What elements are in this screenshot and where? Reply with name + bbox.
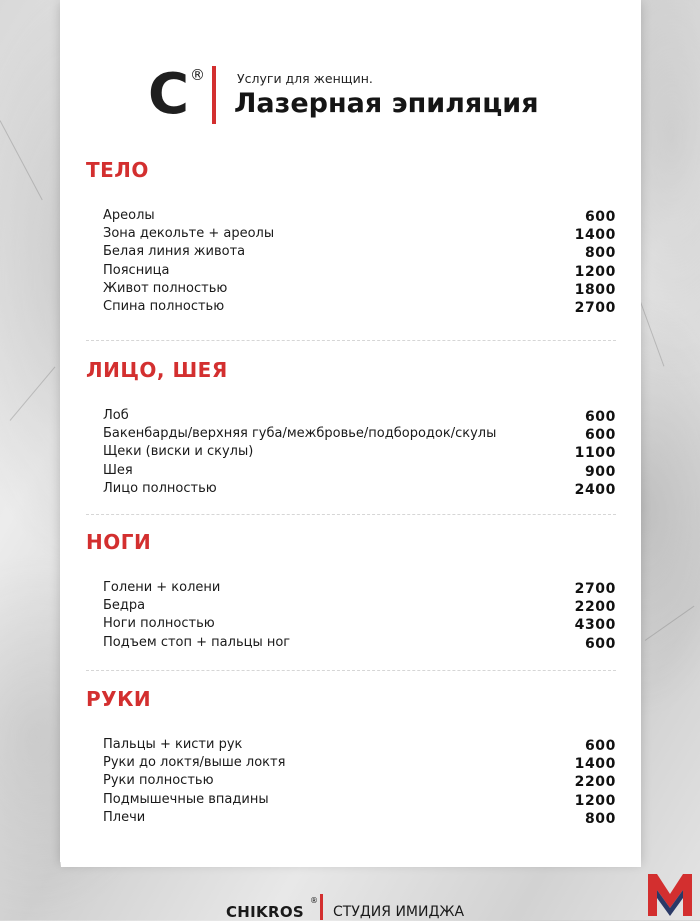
list-item — [103, 281, 616, 299]
service-price: 1800 — [574, 281, 616, 298]
list-item — [103, 773, 616, 791]
service-name: Ареолы — [103, 208, 155, 223]
service-price: 600 — [584, 738, 616, 754]
page-title: Лазерная эпиляция — [234, 88, 539, 119]
service-price: 2200 — [574, 599, 616, 616]
section-divider — [86, 514, 616, 515]
service-price: 1100 — [574, 445, 616, 462]
page-subtitle: Услуги для женщин. — [237, 71, 373, 86]
service-name: Пальцы + кисти рук — [103, 737, 243, 752]
service-name: Голени + колени — [103, 580, 221, 595]
section-title-legs: НОГИ — [86, 530, 152, 554]
service-name: Шея — [103, 462, 133, 478]
brand-logo: C — [148, 62, 188, 127]
service-name: Лоб — [103, 408, 129, 423]
list-item — [103, 263, 616, 281]
marble-vein — [640, 300, 665, 366]
service-name: Бедра — [103, 598, 146, 614]
list-item — [103, 635, 616, 653]
m-logo-icon — [646, 872, 694, 918]
registered-mark: ® — [310, 896, 318, 905]
service-name: Поясница — [103, 262, 170, 278]
list-item — [103, 408, 616, 426]
list-item — [103, 226, 616, 244]
service-price: 800 — [584, 810, 616, 827]
service-price: 2700 — [574, 581, 616, 597]
torn-paper-edge — [60, 858, 641, 870]
service-name: Лицо полностью — [103, 480, 217, 496]
service-price: 2400 — [574, 481, 616, 498]
service-price: 600 — [584, 409, 616, 425]
footer-studio-label: СТУДИЯ ИМИДЖА — [333, 904, 465, 920]
footer-divider — [320, 894, 323, 920]
marble-vein — [10, 367, 56, 421]
service-name: Ноги полностью — [103, 616, 215, 632]
service-name: Руки полностью — [103, 773, 214, 789]
service-name: Щеки (виски и скулы) — [103, 444, 254, 460]
section-legs-list — [103, 580, 616, 653]
service-price: 600 — [584, 427, 616, 444]
service-name: Плечи — [103, 809, 146, 825]
service-price: 800 — [584, 245, 616, 262]
service-name: Живот полностью — [103, 280, 228, 296]
service-price: 2200 — [574, 774, 616, 791]
section-body-list — [103, 208, 616, 317]
service-name: Бакенбарды/верхняя губа/межбровье/подбородок/скулы — [103, 426, 497, 442]
service-price: 1200 — [574, 792, 616, 809]
service-price: 1400 — [574, 756, 616, 773]
marble-vein — [645, 606, 695, 641]
list-item — [103, 598, 616, 616]
section-title-body: ТЕЛО — [86, 158, 149, 182]
list-item — [103, 481, 616, 499]
list-item — [103, 616, 616, 634]
service-price: 2700 — [574, 299, 616, 316]
service-price: 1200 — [574, 263, 616, 280]
list-item — [103, 755, 616, 773]
section-arms-list — [103, 737, 616, 828]
service-name: Белая линия живота — [103, 244, 246, 260]
service-name: Руки до локтя/выше локтя — [103, 755, 286, 771]
service-name: Подъем стоп + пальцы ног — [103, 634, 291, 650]
list-item — [103, 444, 616, 462]
service-name: Зона декольте + ареолы — [103, 226, 275, 242]
list-item — [103, 737, 616, 755]
marble-vein — [0, 120, 43, 200]
header — [148, 62, 568, 130]
section-title-face-neck: ЛИЦО, ШЕЯ — [86, 358, 228, 382]
footer — [226, 892, 486, 920]
service-price: 1400 — [574, 227, 616, 244]
list-item — [103, 244, 616, 262]
service-price: 600 — [584, 209, 616, 225]
service-name: Спина полностью — [103, 298, 225, 314]
list-item — [103, 426, 616, 444]
service-price: 900 — [584, 463, 616, 480]
list-item — [103, 463, 616, 481]
service-price: 600 — [584, 635, 616, 652]
service-name: Подмышечные впадины — [103, 791, 269, 807]
section-divider — [86, 670, 616, 671]
footer-brand: CHIKROS — [226, 903, 304, 921]
list-item — [103, 299, 616, 317]
list-item — [103, 792, 616, 810]
service-price: 4300 — [574, 617, 616, 634]
logo-divider — [212, 66, 216, 124]
list-item — [103, 810, 616, 828]
section-face-neck-list — [103, 408, 616, 499]
section-divider — [86, 340, 616, 341]
list-item — [103, 580, 616, 598]
registered-mark: ® — [190, 66, 205, 84]
list-item — [103, 208, 616, 226]
section-title-arms: РУКИ — [86, 687, 152, 711]
